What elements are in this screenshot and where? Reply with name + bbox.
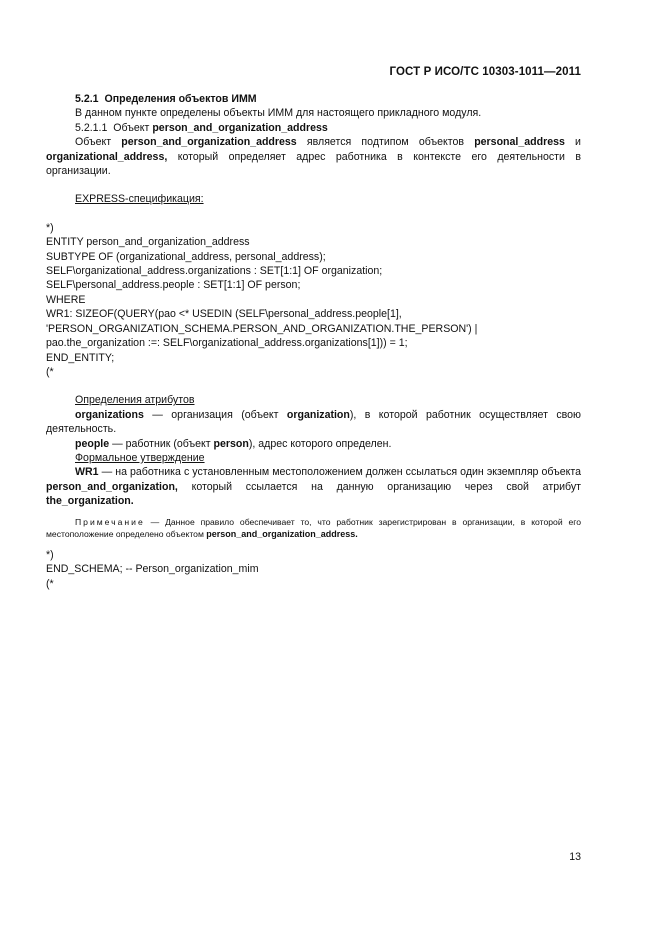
code-line: *) [46,221,54,234]
desc-and: и [564,136,581,149]
rule-text: который ссылается на данную организацию через свой атрибут [177,480,581,493]
rules-heading-text: Формальное утверждение [75,451,205,464]
note-label: Примечание [75,516,145,527]
note-entity: person_and_organization_address. [206,529,358,540]
code-line: END_SCHEMA; -- Person_organization_mim [46,563,259,576]
rule-text: — на работника с установленным местоположением должен ссылаться один экземпляр объекта [98,466,581,479]
desc-supertype-1: personal_address [474,136,565,149]
code-line: (* [46,577,54,590]
attribute-name: people [75,437,110,450]
code-line: SELF\personal_address.people : SET[1:1] OF person; [46,279,301,292]
section-heading-number: 5.2.1 [75,93,99,105]
schema-end-block [46,548,581,591]
page-number: 13 [569,851,581,863]
section-intro: В данном пункте определены объекты ИММ для настоящего прикладного модуля. [75,107,482,120]
code-line: 'PERSON_ORGANIZATION_SCHEMA.PERSON_AND_ORGANIZATION.THE_PERSON') | [46,322,478,335]
code-line: *) [46,548,54,561]
document-header: ГОСТ Р ИСО/ТС 10303-1011—2011 [389,66,581,78]
code-line: WHERE [46,293,86,306]
rule-object: person_and_organization, [46,480,178,493]
subsection-number: 5.2.1.1 [75,121,108,134]
express-label-text: EXPRESS-спецификация: [75,193,204,206]
attribute-organizations [46,408,581,437]
express-label [46,192,581,206]
desc-entity: person_and_organization_address [121,136,297,149]
attribute-object: person [213,437,249,450]
code-line: (* [46,365,54,378]
rule-wr1 [46,465,581,508]
attribute-text: — организация (объект [143,408,287,421]
code-line: ENTITY person_and_organization_address [46,236,250,249]
attribute-people [46,437,581,451]
rule-name: WR1 [75,466,99,479]
subsection-entity: person_and_organization_address [152,121,328,134]
rules-heading [46,451,581,465]
page-body [46,92,581,591]
rule-attribute: the_organization. [46,495,134,508]
section-heading [46,92,581,106]
desc-supertype-2: organizational_address, [46,150,168,163]
section-heading-title: Определения объектов ИММ [104,93,257,105]
desc-pre: Объект [75,136,122,149]
note [46,516,581,541]
note-text: — Данное правило обеспечивает то, что работник зарегистрирован в организации, в которой его местоположение определено объектом [46,516,581,540]
entity-description [46,135,581,178]
code-line: SELF\organizational_address.organizations : SET[1:1] OF organization; [46,265,383,278]
attribute-text: ), адрес которого определен. [248,437,392,450]
attribute-object: organization [286,408,350,421]
subsection-heading [46,121,581,135]
attributes-heading [46,393,581,407]
attributes-heading-text: Определения атрибутов [75,394,195,407]
express-code-block [46,221,581,379]
subsection-label: Объект [113,121,150,134]
attribute-text: ), в которой работник осуществляет свою деятельность. [46,408,581,436]
attribute-name: organizations [75,408,144,421]
desc-mid: является подтипом объектов [296,136,475,149]
code-line: SUBTYPE OF (organizational_address, personal_address); [46,250,326,263]
code-line: WR1: SIZEOF(QUERY(pao <* USEDIN (SELF\personal_address.people[1], [46,308,402,321]
desc-post: который определяет адрес работника в контексте его деятельности в организации. [46,150,581,178]
code-line: pao.the_organization :=: SELF\organizational_address.organizations[1])) = 1; [46,337,408,350]
code-line: END_ENTITY; [46,351,115,364]
attribute-text: — работник (объект [109,437,214,450]
